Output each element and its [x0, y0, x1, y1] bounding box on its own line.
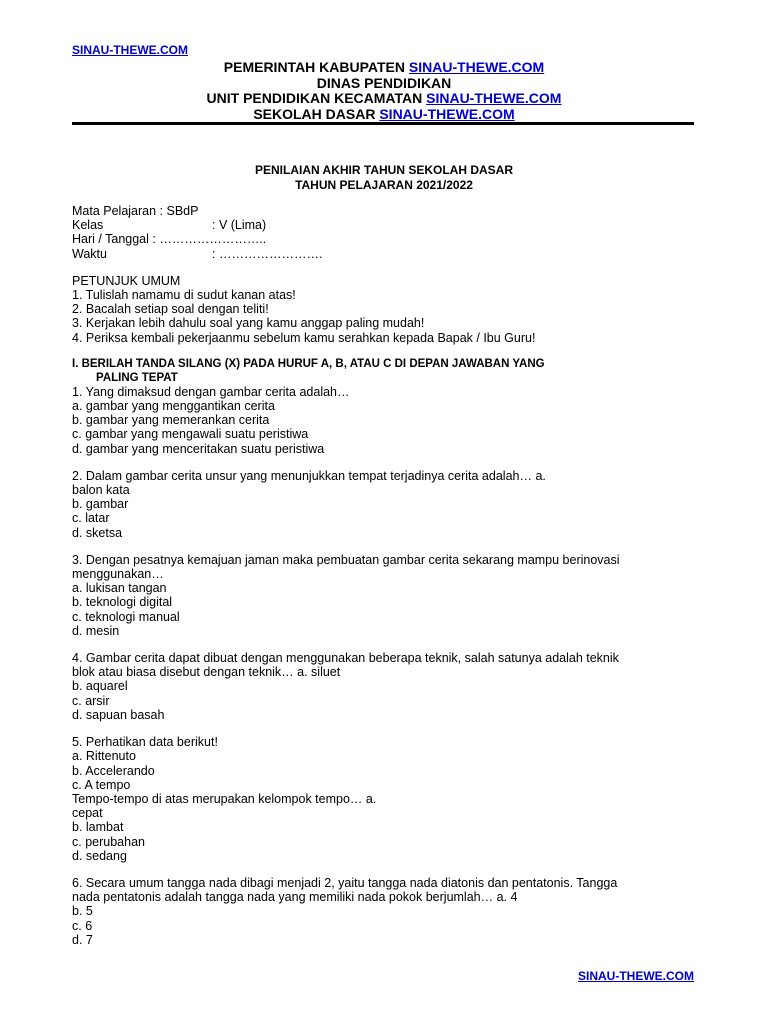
question-line: c. A tempo: [72, 777, 131, 792]
instruction-item: 2. Bacalah setiap soal dengan teliti!: [72, 302, 269, 317]
question-line: menggunakan…: [72, 567, 164, 582]
letterhead-line-4-text: SEKOLAH DASAR: [253, 105, 380, 122]
instructions-heading: PETUNJUK UMUM: [72, 273, 181, 288]
question-text: 3. Dengan pesatnya kemajuan jaman maka pembuatan gambar cerita sekarang mampu berinovasi: [72, 552, 620, 567]
general-instructions: [72, 274, 696, 345]
meta-time-label: Waktu: [72, 246, 107, 261]
meta-time-value: : …………………….: [212, 246, 323, 261]
question-line: d. sedang: [72, 848, 127, 863]
section-heading-line-1: I. BERILAH TANDA SILANG (X) PADA HURUF A, B, ATAU C DI DEPAN JAWABAN YANG: [72, 357, 545, 370]
exam-title-line-2: TAHUN PELAJARAN 2021/2022: [295, 177, 473, 192]
question-line: a. lukisan tangan: [72, 581, 167, 596]
meta-date: Hari / Tanggal : ……………………..: [72, 232, 267, 247]
site-link-top[interactable]: SINAU-THEWE.COM: [72, 43, 188, 57]
exam-title-line-1: PENILAIAN AKHIR TAHUN SEKOLAH DASAR: [255, 163, 513, 177]
question-line: d. sketsa: [72, 525, 123, 540]
letterhead-line-1: [72, 60, 696, 76]
question-4: [72, 651, 696, 722]
question-line: b. aquarel: [72, 679, 128, 694]
meta-class-label: Kelas: [72, 218, 104, 233]
question-line: b. Accelerando: [72, 763, 155, 778]
question-5: [72, 735, 696, 863]
letterhead: [72, 60, 696, 122]
question-line: d. mesin: [72, 623, 120, 638]
meta-class: [72, 218, 696, 232]
letterhead-line-3: [72, 91, 696, 107]
meta-time: [72, 247, 696, 261]
question-1: [72, 385, 696, 456]
section-heading-line-2: PALING TEPAT: [96, 371, 178, 384]
question-line: nada pentatonis adalah tangga nada yang memiliki nada pokok berjumlah… a. 4: [72, 890, 518, 905]
meta-subject: Mata Pelajaran : SBdP: [72, 204, 199, 218]
letterhead-line-3-link[interactable]: SINAU-THEWE.COM: [426, 90, 562, 106]
question-line: a. Rittenuto: [72, 749, 136, 764]
question-line: Tempo-tempo di atas merupakan kelompok tempo… a.: [72, 791, 377, 806]
meta-class-value: : V (Lima): [212, 218, 267, 233]
question-line: b. teknologi digital: [72, 595, 173, 610]
question-line: b. lambat: [72, 820, 124, 835]
question-text: 4. Gambar cerita dapat dibuat dengan menggunakan beberapa teknik, salah satunya adalah teknik: [72, 651, 619, 666]
header-divider: [72, 122, 694, 125]
question-line: c. gambar yang mengawali suatu peristiwa: [72, 427, 309, 442]
question-line: c. latar: [72, 511, 110, 526]
letterhead-line-2: DINAS PENDIDIKAN: [316, 74, 452, 91]
letterhead-line-4: [72, 107, 696, 123]
instruction-item: 4. Periksa kembali pekerjaanmu sebelum kamu serahkan kepada Bapak / Ibu Guru!: [72, 330, 536, 345]
question-line: blok atau biasa disebut dengan teknik… a. siluet: [72, 665, 341, 680]
question-list: [72, 385, 696, 947]
section-heading: [72, 357, 696, 385]
exam-title: [72, 163, 696, 192]
question-line: c. 6: [72, 918, 93, 933]
exam-content: [72, 204, 696, 947]
letterhead-line-1-text: PEMERINTAH KABUPATEN: [223, 59, 409, 75]
question-text: 1. Yang dimaksud dengan gambar cerita adalah…: [72, 384, 350, 399]
question-line: c. perubahan: [72, 834, 145, 849]
site-link-bottom[interactable]: SINAU-THEWE.COM: [578, 969, 694, 983]
question-line: d. sapuan basah: [72, 707, 165, 722]
question-text: 6. Secara umum tangga nada dibagi menjadi 2, yaitu tangga nada diatonis dan pentatonis. Tangga: [72, 875, 618, 890]
question-3: [72, 553, 696, 638]
question-line: b. gambar yang memerankan cerita: [72, 413, 270, 428]
letterhead-line-4-link[interactable]: SINAU-THEWE.COM: [379, 105, 515, 122]
letterhead-line-1-link[interactable]: SINAU-THEWE.COM: [408, 59, 545, 75]
question-line: b. 5: [72, 904, 93, 919]
question-text: 2. Dalam gambar cerita unsur yang menunjukkan tempat terjadinya cerita adalah… a.: [72, 468, 546, 483]
question-line: a. gambar yang menggantikan cerita: [72, 399, 275, 414]
letterhead-line-3-text: UNIT PENDIDIKAN KECAMATAN: [206, 90, 427, 106]
question-text: 5. Perhatikan data berikut!: [72, 735, 218, 750]
question-line: d. gambar yang menceritakan suatu peristiwa: [72, 441, 325, 456]
exam-meta: [72, 204, 696, 261]
question-line: c. arsir: [72, 693, 110, 708]
question-line: c. teknologi manual: [72, 609, 180, 624]
question-line: d. 7: [72, 932, 93, 947]
instruction-item: 3. Kerjakan lebih dahulu soal yang kamu anggap paling mudah!: [72, 316, 425, 331]
question-line: cepat: [72, 806, 103, 821]
question-line: balon kata: [72, 483, 130, 498]
question-2: [72, 469, 696, 540]
question-line: b. gambar: [72, 497, 129, 512]
question-6: [72, 876, 696, 947]
instruction-item: 1. Tulislah namamu di sudut kanan atas!: [72, 288, 296, 303]
